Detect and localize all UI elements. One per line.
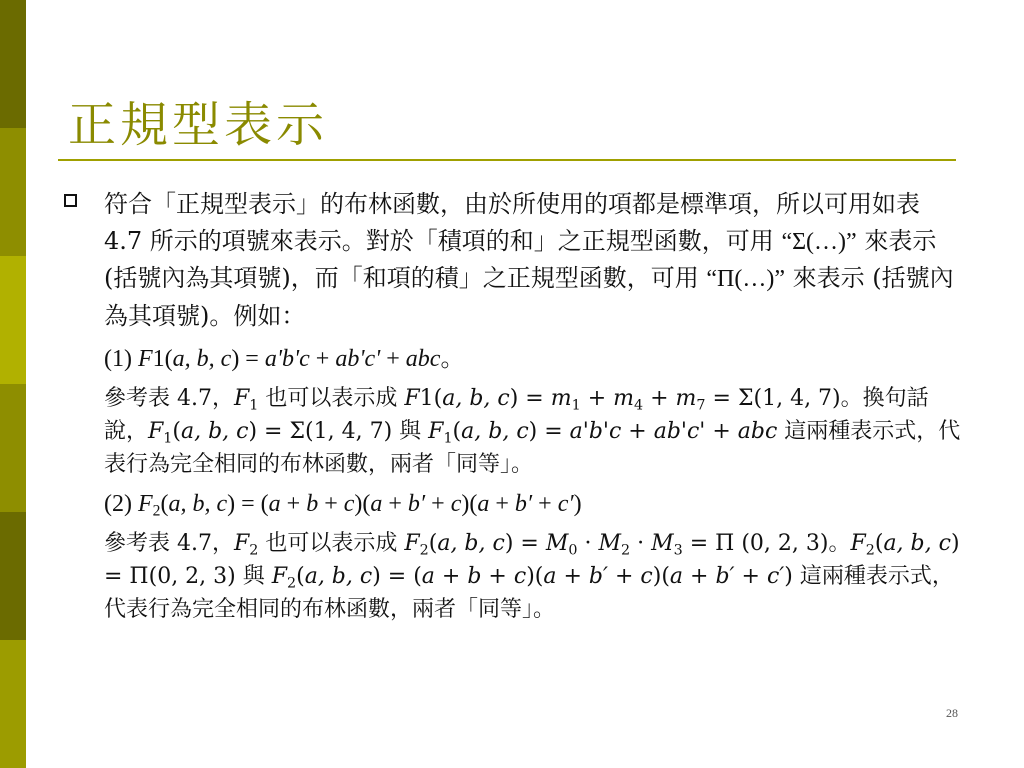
math: a, b, c xyxy=(461,419,529,444)
eq-text: )( xyxy=(461,491,478,517)
math: m xyxy=(613,386,635,411)
text: 參考表 4.7， xyxy=(104,531,234,556)
equation-1 xyxy=(104,343,964,374)
math: ( xyxy=(428,531,438,556)
math: F xyxy=(271,564,287,589)
math: b′ xyxy=(715,564,735,589)
math: ) = ( xyxy=(372,564,422,589)
math: )( xyxy=(526,564,544,589)
sidebar-segment xyxy=(0,256,26,384)
math: M xyxy=(651,531,674,556)
math: 3 xyxy=(673,542,683,559)
math: 2 xyxy=(249,542,259,559)
math: + xyxy=(734,564,767,589)
eq-text: + xyxy=(425,491,451,517)
text: 來表示 (括號內為其項號)，而「和項的積」之正規型函數，可用 xyxy=(104,226,937,292)
eq-text: + xyxy=(318,491,344,517)
math: + xyxy=(481,564,514,589)
math: + xyxy=(643,386,676,411)
math: 2 xyxy=(865,542,875,559)
sigma-notation: “Σ(…)” xyxy=(781,228,857,255)
math: F xyxy=(404,531,420,556)
pi-notation: “Π(…)” xyxy=(706,266,785,292)
eq-text: ) = xyxy=(231,346,265,372)
math: · xyxy=(630,531,652,556)
sidebar-segment xyxy=(0,512,26,640)
eq-text: 1( xyxy=(152,346,173,372)
eq-text: c xyxy=(450,491,462,517)
text: 來表示 (括號內為其項號)。例如： xyxy=(104,264,954,330)
eq-label: (2) xyxy=(104,491,138,517)
math: m xyxy=(550,386,572,411)
eq-text: b xyxy=(306,491,319,517)
math: + xyxy=(556,564,589,589)
math: 0 xyxy=(568,542,578,559)
math: F xyxy=(404,386,420,411)
math: F xyxy=(850,531,866,556)
text: 參考表 4.7， xyxy=(104,386,234,411)
math: a, b, c xyxy=(883,531,951,556)
eq-text: a'b'c xyxy=(264,346,310,372)
math: a'b'c xyxy=(569,419,622,444)
math: a xyxy=(543,564,557,589)
eq-text: + xyxy=(382,491,408,517)
math: F xyxy=(148,419,164,444)
math: + xyxy=(621,419,654,444)
eq-text: + xyxy=(280,491,307,517)
square-bullet-icon xyxy=(64,194,77,207)
eq-text: ( xyxy=(160,491,169,517)
text: = Σ(1, 4, 7)。換句話說， xyxy=(104,386,929,444)
math: 4 xyxy=(634,397,644,414)
eq-text: + xyxy=(380,346,406,372)
math: 1 xyxy=(443,430,453,447)
sidebar-decoration xyxy=(0,0,26,768)
math: M xyxy=(598,531,621,556)
math: a, b, c xyxy=(437,531,505,556)
math: 2 xyxy=(287,575,297,592)
slide-body xyxy=(104,186,964,626)
eq-text: F xyxy=(137,346,153,372)
math: 2 xyxy=(621,542,631,559)
math: b′ xyxy=(588,564,608,589)
math: a, b, c xyxy=(180,419,249,444)
math: + xyxy=(705,419,738,444)
eq-text: )( xyxy=(354,491,371,517)
math: F xyxy=(233,531,250,556)
equation-2 xyxy=(104,489,964,519)
eq-text: c xyxy=(343,491,355,517)
math: ( xyxy=(172,419,181,444)
eq-text: b′ xyxy=(514,491,533,517)
reference-paragraph-1 xyxy=(104,382,964,481)
page-number: 28 xyxy=(946,706,958,720)
math: c′ xyxy=(766,564,785,589)
math: ( xyxy=(296,564,305,589)
eq-text: 。 xyxy=(440,344,465,372)
eq-text: c′ xyxy=(557,491,574,517)
math: c xyxy=(640,564,653,589)
math: + xyxy=(434,564,468,589)
math: ( xyxy=(874,531,884,556)
eq-text: a xyxy=(268,491,281,517)
math: · xyxy=(577,531,599,556)
text: 也可以表示成 xyxy=(258,386,405,411)
eq-label: (1) xyxy=(104,346,138,372)
math: )( xyxy=(652,564,670,589)
math: 1( xyxy=(419,386,443,411)
text: ) 這兩種表示式，代表行為完全相同的布林函數，兩者「同等」。 xyxy=(104,564,954,622)
eq-text: + xyxy=(489,491,515,517)
math: b xyxy=(467,564,482,589)
text: 也可以表示成 xyxy=(258,531,405,556)
eq-text: 2 xyxy=(152,502,161,520)
math: M xyxy=(545,531,569,556)
reference-paragraph-2 xyxy=(104,527,964,626)
math: ) = xyxy=(509,386,551,411)
eq-text: a, b, c xyxy=(172,346,232,372)
math: a xyxy=(669,564,684,589)
math: + xyxy=(683,564,716,589)
eq-text: + xyxy=(309,346,336,372)
math: 1 xyxy=(249,397,259,414)
math: abc xyxy=(737,419,778,444)
math: ) = xyxy=(528,419,570,444)
sidebar-segment xyxy=(0,128,26,256)
bullet-paragraph xyxy=(104,186,964,334)
math: 2 xyxy=(419,542,429,559)
math: m xyxy=(675,386,697,411)
eq-text: + xyxy=(532,491,558,517)
sidebar-segment xyxy=(0,640,26,768)
math: a, b, c xyxy=(442,386,510,411)
math: 1 xyxy=(571,397,581,414)
eq-text: ) xyxy=(573,491,582,517)
text: = Π (0, 2, 3)。 xyxy=(682,531,851,556)
sidebar-segment xyxy=(0,384,26,512)
sidebar-segment xyxy=(0,0,26,128)
math: + xyxy=(580,386,614,411)
eq-text: F xyxy=(137,491,153,517)
eq-text: a xyxy=(477,491,490,517)
math: c xyxy=(513,564,527,589)
math: 7 xyxy=(696,397,706,414)
eq-text: a xyxy=(370,491,383,517)
math: F xyxy=(428,419,444,444)
eq-text: b′ xyxy=(407,491,426,517)
math: F xyxy=(233,386,250,411)
text: 這兩種表示式，代表行為完全相同的布林函數，兩者「同等」。 xyxy=(104,419,961,477)
text: 符合「正規型表示」的布林函數，由於所使用的項都是標準項，所以可用如表 4.7 所示的項號來表示。對於「積項的和」之正規型函數，可用 xyxy=(104,190,920,255)
eq-text: ab'c' xyxy=(335,346,381,372)
math: a, b, c xyxy=(304,564,373,589)
math: + xyxy=(607,564,641,589)
eq-text: ) = ( xyxy=(227,491,269,517)
math: ) = xyxy=(504,531,546,556)
math: 1 xyxy=(163,430,173,447)
text: ) = Π(0, 2, 3) 與 xyxy=(104,531,960,589)
math: a xyxy=(421,564,435,589)
math: ab'c' xyxy=(653,419,706,444)
eq-text: abc xyxy=(405,346,441,372)
title-divider xyxy=(58,159,956,161)
eq-text: a, b, c xyxy=(168,491,228,517)
text: ) = Σ(1, 4, 7) 與 xyxy=(248,419,429,444)
math: ( xyxy=(452,419,462,444)
slide-title: 正規型表示 xyxy=(68,97,329,153)
